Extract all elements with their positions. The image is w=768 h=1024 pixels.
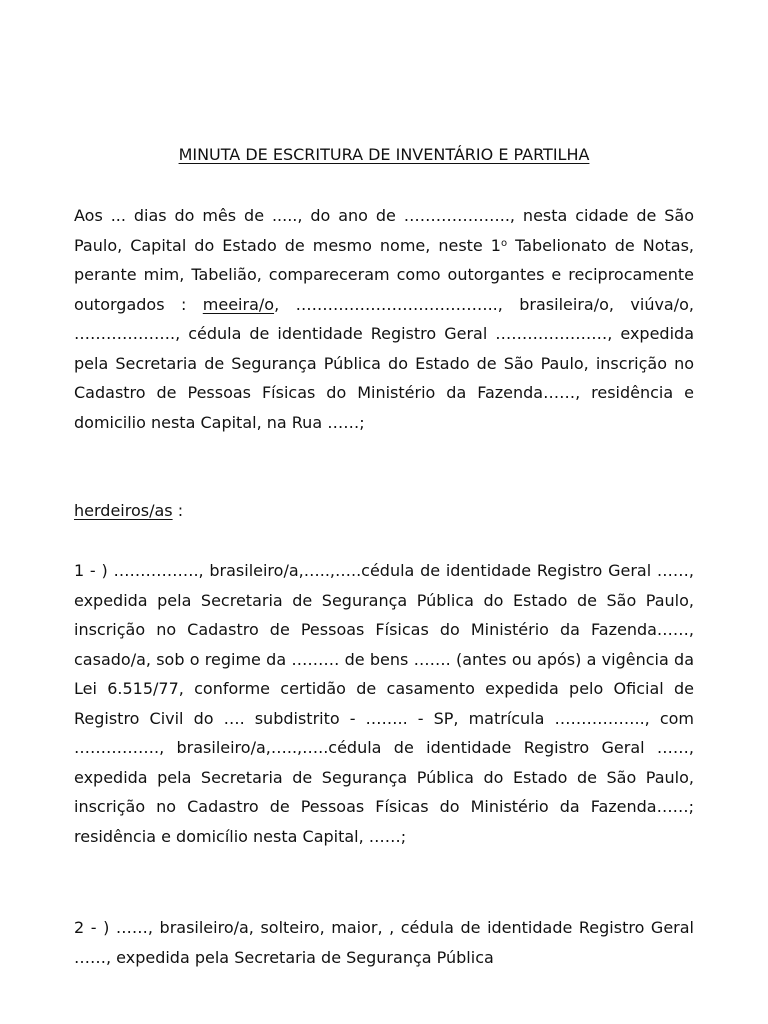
opening-paragraph: [74, 201, 694, 437]
opening-text-start: Aos ... dias do mês de ....., do ano de ……………….., nesta cidade de São Paulo, Capital do Estado de mesmo nome, neste 1: [74, 206, 694, 255]
opening-text-end: , ……………………………….., brasileira/o, viúva/o, ………………., cédula de identidade Registro Geral …………………, expedida pela Secretaria de Segurança Pública do Estado de São Paulo, inscrição no Cadastro de Pessoas Físicas do Ministério da Fazenda……, residência e domicilio nesta Capital, na Rua ……;: [74, 294, 694, 432]
meeira-label: meeira/o: [202, 294, 275, 314]
opening-text-middle: Tabelionato de Notas, perante mim, Tabelião, compareceram como outorgantes e reciprocamente outorgados :: [74, 235, 694, 314]
heirs-heading: [74, 496, 694, 526]
heirs-suffix: :: [172, 501, 184, 520]
heir-item-1: 1 - ) ……………., brasileiro/a,…..,…..cédula de identidade Registro Geral ……, expedida pela Secretaria de Segurança Pública do Estado de São Paulo, inscrição no Cadastro de Pessoas Físicas do Ministério da Fazenda……, casado/a, sob o regime da ……… de bens ……. (antes ou após) a vigência da Lei 6.515/77, conforme certidão de casamento expedida pelo Oficial de Registro Civil do …. subdistrito - …….. - SP, matrícula …………….., com ……………., brasileiro/a,…..,…..cédula de identidade Registro Geral ……, expedida pela Secretaria de Segurança Pública do Estado de São Paulo, inscrição no Cadastro de Pessoas Físicas do Ministério da Fazenda……; residência e domicílio nesta Capital, ……;: [74, 561, 694, 846]
document-title: MINUTA DE ESCRITURA DE INVENTÁRIO E PARTILHA: [178, 145, 590, 164]
heirs-label: herdeiros/as: [74, 501, 173, 520]
heir-item-2: 2 - ) ……, brasileiro/a, solteiro, maior, , cédula de identidade Registro Geral ……, expedida pela Secretaria de Segurança Pública: [74, 918, 694, 967]
ordinal-indicator: o: [500, 237, 508, 249]
